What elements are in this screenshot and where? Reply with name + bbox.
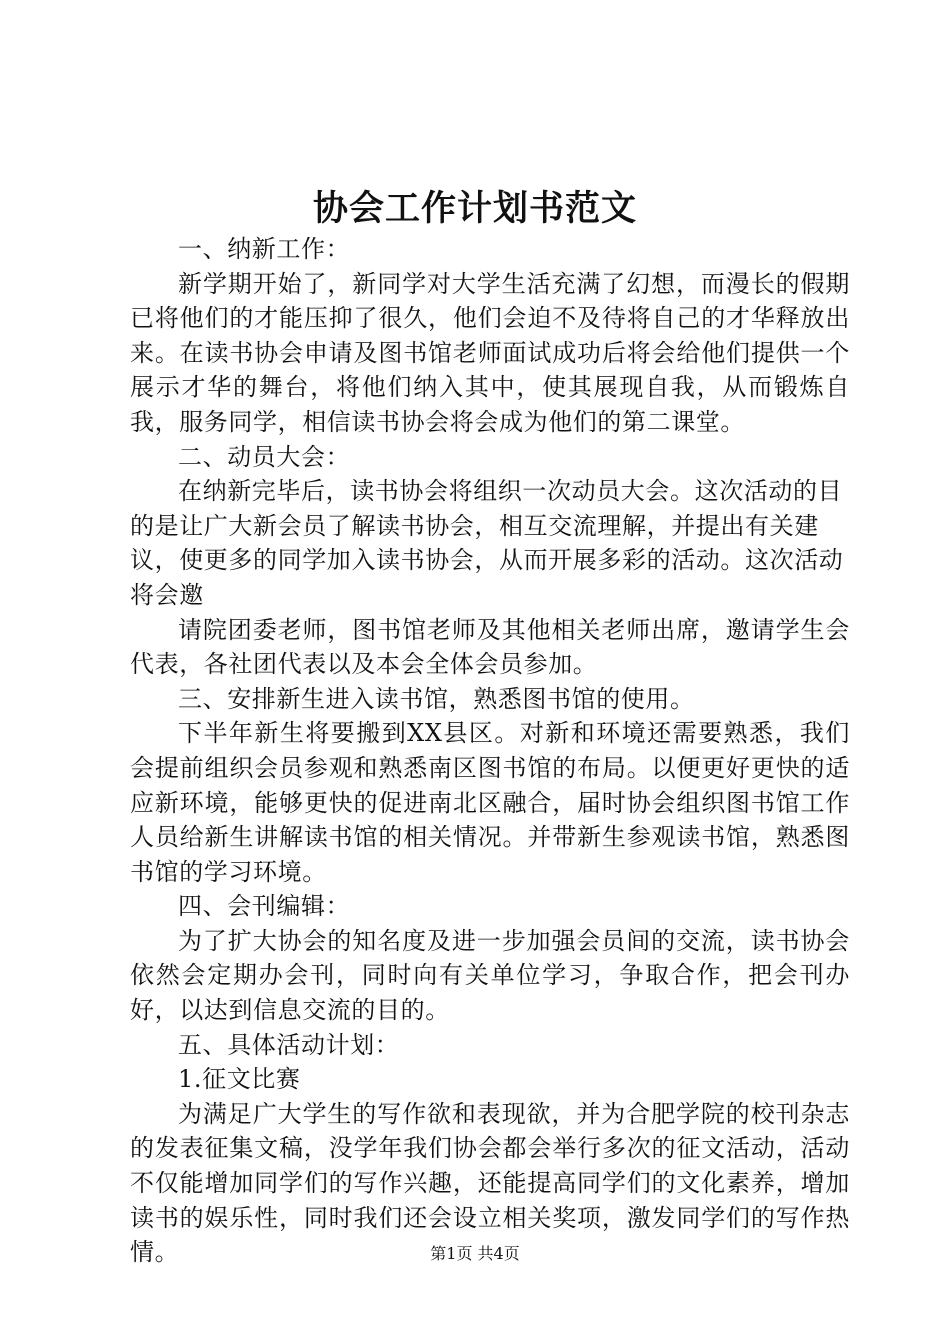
section-heading-activity-plan: 五、具体活动计划： — [178, 1030, 400, 1059]
subheading-essay-contest: 1.征文比赛 — [178, 1065, 301, 1094]
paragraph-journal: 为了扩大协会的知名度及进一步加强会员间的交流，读书协会依然会定期办会刊，同时向有关单位学习，争取合作，把会刊办好，以达到信息交流的目的。 — [130, 926, 850, 1025]
paragraph-essay-contest: 为满足广大学生的写作欲和表现欲，并为合肥学院的校刊杂志的发表征集文稿，没学年我们协会都会举行多次的征文活动，活动不仅能增加同学们的写作兴趣，还能提高同学们的文化素养，增加读书的娱乐性，同时我们还会设立相关奖项，激发同学们的写作热情。 — [130, 1099, 850, 1267]
document-body — [130, 232, 850, 1270]
paragraph-recruitment: 新学期开始了，新同学对大学生活充满了幻想，而漫长的假期已将他们的才能压抑了很久，他们会迫不及待将自己的才华释放出来。在读书协会申请及图书馆老师面试成功后将会给他们提供一个展示才华的舞台，将他们纳入其中，使其展现自我，从而锻炼自我，服务同学，相信读书协会将会成为他们的第二课堂。 — [130, 269, 850, 436]
section-heading-mobilization: 二、动员大会： — [178, 442, 351, 471]
section-heading-library-tour: 三、安排新生进入读书馆，熟悉图书馆的使用。 — [178, 684, 695, 713]
page-number-footer: 第1页 共4页 — [430, 1244, 520, 1263]
paragraph-invitation: 请院团委老师，图书馆老师及其他相关老师出席，邀请学生会代表，各社团代表以及本会全体会员参加。 — [130, 615, 850, 679]
section-heading-journal: 四、会刊编辑： — [178, 892, 351, 921]
paragraph-library-tour: 下半年新生将要搬到XX县区。对新和环境还需要熟悉，我们会提前组织会员参观和熟悉南区图书馆的布局。以便更好更快的适应新环境，能够更快的促进南北区融合，届时协会组织图书馆工作人员给新生讲解读书馆的相关情况。并带新生参观读书馆，熟悉图书馆的学习环境。 — [130, 719, 850, 886]
document-title: 协会工作计划书范文 — [312, 188, 637, 229]
paragraph-mobilization: 在纳新完毕后，读书协会将组织一次动员大会。这次活动的目的是让广大新会员了解读书协会，相互交流理解，并提出有关建议，使更多的同学加入读书协会，从而开展多彩的活动。这次活动将会邀 — [130, 477, 844, 609]
section-heading-recruitment: 一、纳新工作： — [178, 235, 351, 263]
